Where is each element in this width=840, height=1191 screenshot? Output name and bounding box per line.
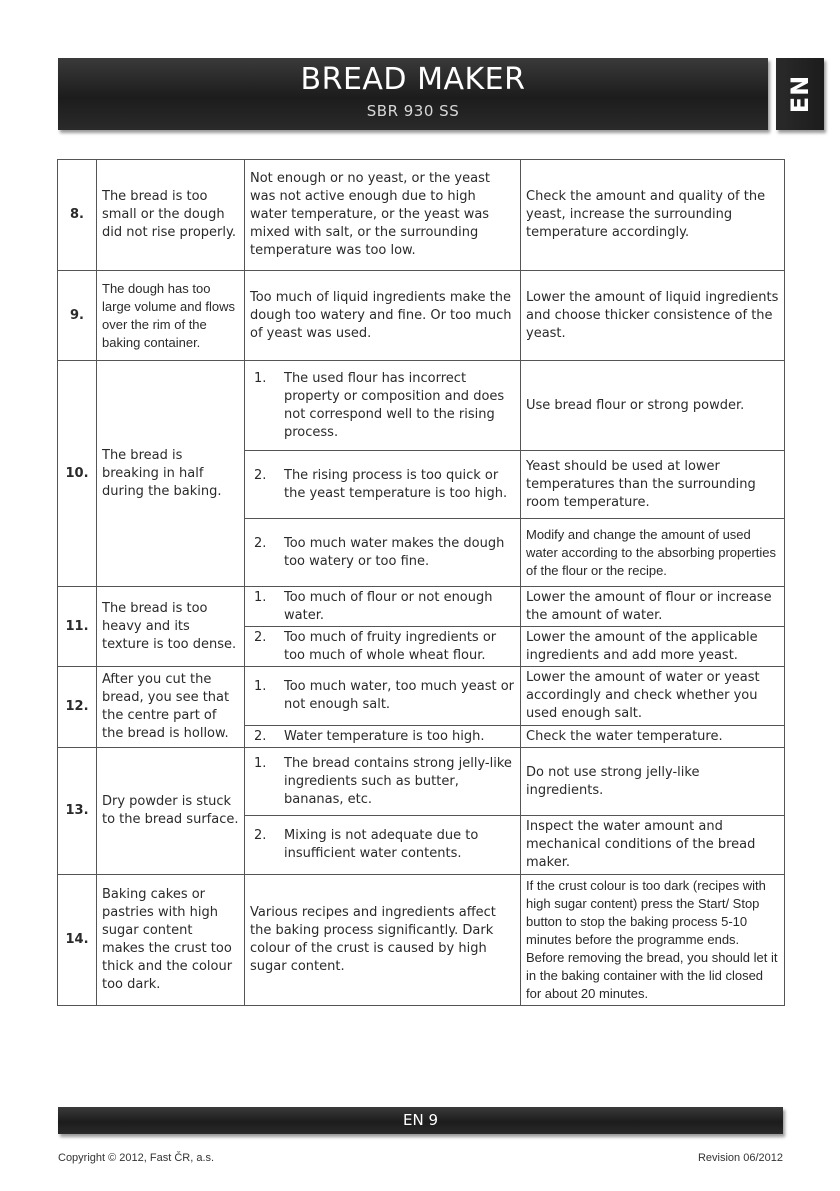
row-number: 14. [58, 875, 97, 1006]
problem-cell: The bread is too small or the dough did not rise properly. [97, 160, 245, 271]
step-number: 2. [254, 467, 267, 483]
cause-text: The bread contains strong jelly-like ingredients such as butter, bananas, etc. [284, 755, 512, 807]
table-row [58, 875, 785, 1006]
table-row [58, 361, 785, 451]
problem-cell: Baking cakes or pastries with high sugar content makes the crust too thick and the colour too dark. [97, 875, 245, 1006]
header-band [58, 58, 768, 130]
page-number: EN 9 [402, 1111, 438, 1129]
model-number: SBR 930 SS [366, 102, 460, 120]
problem-cell: The bread is too heavy and its texture is too dense. [97, 587, 245, 667]
cause-text: Too much of flour or not enough water. [284, 589, 493, 623]
cause-cell [245, 748, 521, 816]
cause-text: Too much of fruity ingredients or too much of whole wheat flour. [284, 629, 497, 663]
cause-text: Too much water, too much yeast or not enough salt. [284, 679, 515, 712]
solution-cell: Use bread flour or strong powder. [521, 361, 785, 451]
step-number: 1. [254, 589, 267, 605]
cause-text: Too much water makes the dough too watery or too fine. [284, 535, 505, 569]
solution-cell: Lower the amount of liquid ingredients and choose thicker consistence of the yeast. [521, 271, 785, 361]
cause-cell [245, 587, 521, 627]
troubleshooting-table [57, 159, 785, 1006]
problem-cell: The bread is breaking in half during the baking. [97, 361, 245, 587]
table-row [58, 587, 785, 627]
solution-cell: Check the water temperature. [521, 726, 785, 748]
solution-cell: Do not use strong jelly-like ingredients. [521, 748, 785, 816]
language-tab [776, 58, 824, 130]
cause-cell [245, 816, 521, 875]
solution-cell: Check the amount and quality of the yeast, increase the surrounding temperature accordingly. [521, 160, 785, 271]
table-row [58, 667, 785, 726]
cause-cell [245, 519, 521, 587]
problem-cell: After you cut the bread, you see that the centre part of the bread is hollow. [97, 667, 245, 748]
solution-cell: Lower the amount of the applicable ingredients and add more yeast. [521, 627, 785, 667]
cause-text: The rising process is too quick or the yeast temperature is too high. [284, 467, 508, 501]
table-row [58, 748, 785, 816]
row-number: 12. [58, 667, 97, 748]
cause-cell: Various recipes and ingredients affect the baking process significantly. Dark colour of the crust is caused by high sugar content. [245, 875, 521, 1006]
cause-cell: Not enough or no yeast, or the yeast was not active enough due to high water temperature, or the yeast was mixed with salt, or the surrounding temperature was too low. [245, 160, 521, 271]
step-number: 2. [254, 828, 267, 843]
cause-cell [245, 361, 521, 451]
solution-cell: Lower the amount of flour or increase the amount of water. [521, 587, 785, 627]
cause-cell [245, 451, 521, 519]
row-number: 10. [58, 361, 97, 587]
step-number: 2. [254, 535, 267, 551]
cause-cell: Too much of liquid ingredients make the dough too watery and fine. Or too much of yeast was used. [245, 271, 521, 361]
step-number: 2. [254, 629, 267, 645]
step-number: 2. [254, 728, 267, 744]
step-number: 1. [254, 755, 267, 771]
row-number: 9. [58, 271, 97, 361]
problem-cell: The dough has too large volume and flows over the rim of the baking container. [97, 271, 245, 361]
step-number: 1. [254, 370, 267, 386]
row-number: 11. [58, 587, 97, 667]
solution-cell: If the crust colour is too dark (recipes with high sugar content) press the Start/ Stop button to stop the baking process 5-10 minutes before the programme ends. Before removing the bread, you should let it in the baking container with the lid closed for about 20 minutes. [521, 875, 785, 1006]
cause-cell [245, 667, 521, 726]
cause-text: Water temperature is too high. [284, 728, 485, 744]
row-number: 8. [58, 160, 97, 271]
row-number: 13. [58, 748, 97, 875]
solution-cell: Lower the amount of water or yeast accordingly and check whether you used enough salt. [521, 667, 785, 726]
copyright-notice: Copyright © 2012, Fast ČR, a.s. [58, 1152, 215, 1164]
solution-cell: Yeast should be used at lower temperatures than the surrounding room temperature. [521, 451, 785, 519]
table-row [58, 160, 785, 271]
problem-cell: Dry powder is stuck to the bread surface. [97, 748, 245, 875]
revision-label: Revision 06/2012 [697, 1152, 783, 1164]
table-row [58, 271, 785, 361]
step-number: 1. [254, 679, 267, 694]
solution-cell: Modify and change the amount of used water according to the absorbing properties of the flour or the recipe. [521, 519, 785, 587]
cause-text: The used flour has incorrect property or composition and does not correspond well to the rising process. [284, 370, 505, 440]
language-code: EN [785, 74, 814, 114]
document-title: BREAD MAKER [300, 62, 526, 97]
cause-cell [245, 627, 521, 667]
cause-cell [245, 726, 521, 748]
footer-band [58, 1107, 783, 1134]
cause-text: Mixing is not adequate due to insufficient water contents. [284, 828, 479, 861]
solution-cell: Inspect the water amount and mechanical conditions of the bread maker. [521, 816, 785, 875]
